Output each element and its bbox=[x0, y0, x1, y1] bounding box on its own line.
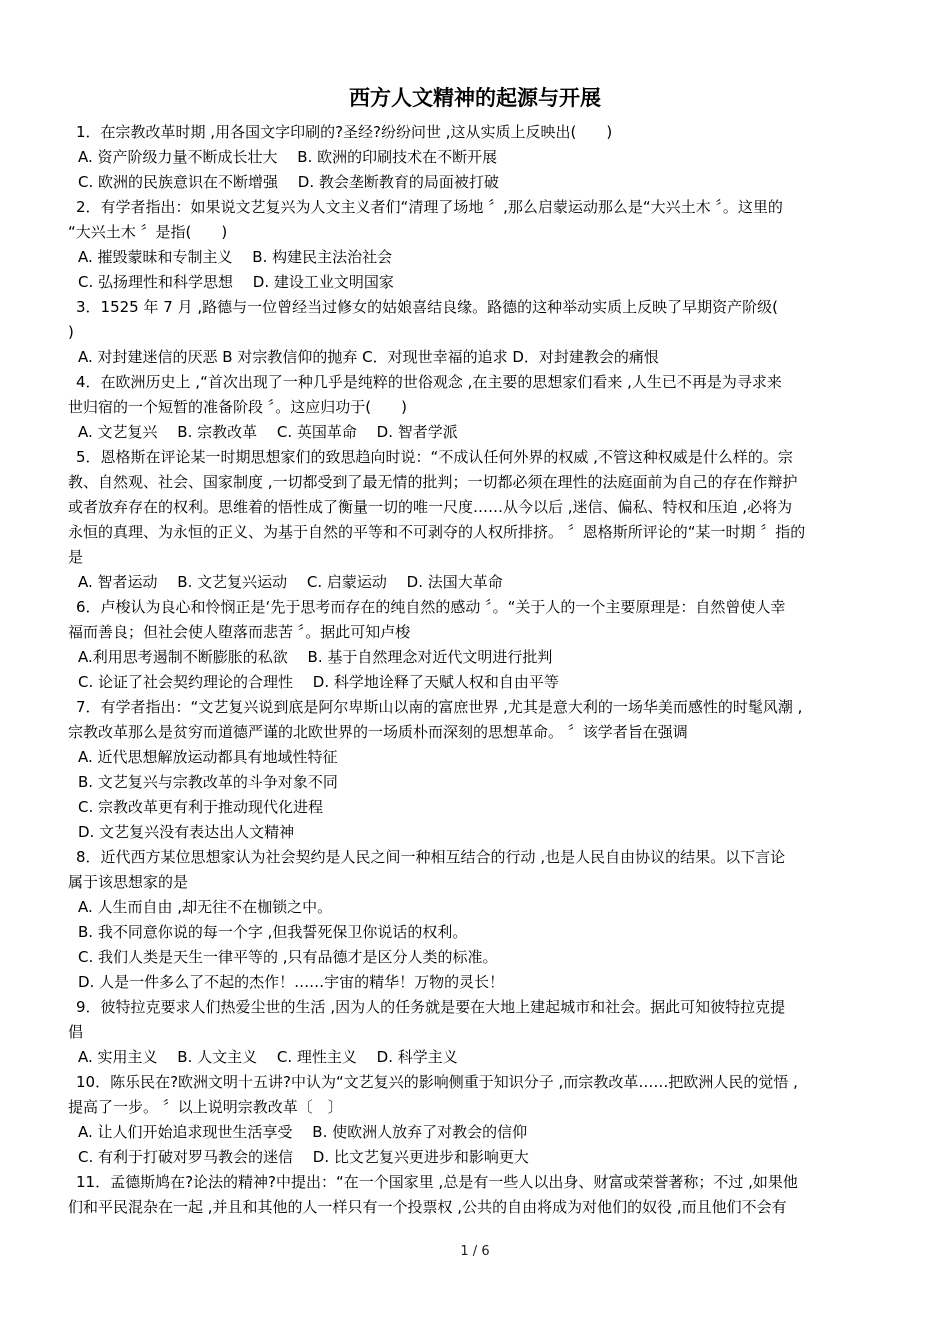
answer-options-line: D. 文艺复兴没有表达出人文精神 bbox=[78, 823, 295, 841]
text-line: 世归宿的一个短暂的准备阶段 〞。这应归功于( ) bbox=[68, 398, 407, 416]
answer-options-line: A. 资产阶级力量不断成长壮大 B. 欧洲的印刷技术在不断开展 bbox=[78, 148, 498, 166]
question-line: 8．近代西方某位思想家认为社会契约是人民之间一种相互结合的行动 ,也是人民自由协议的结果。以下言论 bbox=[76, 848, 786, 866]
answer-options-line: C. 宗教改革更有利于推动现代化进程 bbox=[78, 798, 324, 816]
question-line: 11．孟德斯鸠在?论法的精神?中提出：“在一个国家里 ,总是有一些人以出身、财富或荣誉著称；不过 ,如果他 bbox=[76, 1173, 798, 1191]
text-line: 是 bbox=[68, 548, 84, 566]
page-number: 1 / 6 bbox=[460, 1244, 490, 1259]
answer-options-line: A. 文艺复兴 B. 宗教改革 C. 英国革命 D. 智者学派 bbox=[78, 423, 458, 441]
question-line: 5．恩格斯在评论某一时期思想家们的致思趋向时说：“不成认任何外界的权威 ,不管这种权威是什么样的。宗 bbox=[76, 448, 793, 466]
answer-options-line: C. 有利于打破对罗马教会的迷信 D. 比文艺复兴更进步和影响更大 bbox=[78, 1148, 529, 1166]
answer-options-line: A. 对封建迷信的厌恶 B 对宗教信仰的抛弃 C．对现世幸福的追求 D．对封建教会的痛恨 bbox=[78, 348, 659, 366]
question-line: 7．有学者指出：“文艺复兴说到底是阿尔卑斯山以南的富庶世界 ,尤其是意大利的一场华美而感性的时髦风潮 , bbox=[76, 698, 803, 716]
answer-options-line: A. 让人们开始追求现世生活享受 B. 使欧洲人放弃了对教会的信仰 bbox=[78, 1123, 528, 1141]
text-line: “大兴土木 〞是指( ) bbox=[68, 223, 228, 241]
answer-options-line: A. 人生而自由 ,却无往不在枷锁之中。 bbox=[78, 898, 333, 916]
answer-options-line: C. 弘扬理性和科学思想 D. 建设工业文明国家 bbox=[78, 273, 394, 291]
text-line: 提高了一步。 〞以上说明宗教改革〔 〕 bbox=[68, 1098, 343, 1116]
document-body bbox=[68, 120, 884, 1220]
text-line: 或者放弃存在的权利。思维着的悟性成了衡量一切的唯一尺度……从今以后 ,迷信、偏私、特权和压迫 ,必将为 bbox=[68, 498, 793, 516]
question-line: 9．彼特拉克要求人们热爱尘世的生活 ,因为人的任务就是要在大地上建起城市和社会。据此可知彼特拉克提 bbox=[76, 998, 786, 1016]
question-line: 2．有学者指出：如果说文艺复兴为人文主义者们“清理了场地 〞,那么启蒙运动那么是“大兴土木 〞。这里的 bbox=[76, 198, 783, 216]
answer-options-line: C. 欧洲的民族意识在不断增强 D. 教会垄断教育的局面被打破 bbox=[78, 173, 499, 191]
answer-options-line: B. 我不同意你说的每一个字 ,但我誓死保卫你说话的权利。 bbox=[78, 923, 468, 941]
text-line: 宗教改革那么是贫穷而道德严谨的北欧世界的一场质朴而深刻的思想革命。 〞该学者旨在强调 bbox=[68, 723, 688, 741]
answer-options-line: A. 智者运动 B. 文艺复兴运动 C. 启蒙运动 D. 法国大革命 bbox=[78, 573, 503, 591]
text-line: 永恒的真理、为永恒的正义、为基于自然的平等和不可剥夺的人权所排挤。 〞恩格斯所评论的“某一时期 〞指的 bbox=[68, 523, 806, 541]
answer-options-line: A. 摧毁蒙昧和专制主义 B. 构建民主法治社会 bbox=[78, 248, 393, 266]
question-line: 6．卢梭认为良心和怜悯正是‘先于思考而存在的纯自然的感动 〞。“关于人的一个主要原理是：自然曾使人幸 bbox=[76, 598, 786, 616]
text-line: 教、自然观、社会、国家制度 ,一切都受到了最无情的批判；一切都必须在理性的法庭面前为自己的存在作辩护 bbox=[68, 473, 798, 491]
text-line: 倡 bbox=[68, 1023, 84, 1041]
question-line: 10．陈乐民在?欧洲文明十五讲?中认为“文艺复兴的影响侧重于知识分子 ,而宗教改革……把欧洲人民的觉悟 , bbox=[76, 1073, 798, 1091]
text-line: 属于该思想家的是 bbox=[68, 873, 189, 891]
text-line: 福而善良；但社会使人堕落而悲苦 〞。据此可知卢梭 bbox=[68, 623, 411, 641]
text-line: 们和平民混杂在一起 ,并且和其他的人一样只有一个投票权 ,公共的自由将成为对他们的奴役 ,而且他们不会有 bbox=[68, 1198, 787, 1216]
answer-options-line: A. 近代思想解放运动都具有地域性特征 bbox=[78, 748, 338, 766]
question-line: 1．在宗教改革时期 ,用各国文字印刷的?圣经?纷纷问世 ,这从实质上反映出( ) bbox=[76, 123, 613, 141]
answer-options-line: C. 我们人类是天生一律平等的 ,只有品德才是区分人类的标准。 bbox=[78, 948, 498, 966]
question-line: 3．1525 年 7 月 ,路德与一位曾经当过修女的姑娘喜结良缘。路德的这种举动实质上反映了早期资产阶级( bbox=[76, 298, 778, 316]
document-title: 西方人文精神的起源与开展 bbox=[349, 86, 601, 110]
answer-options-line: C. 论证了社会契约理论的合理性 D. 科学地诠释了天赋人权和自由平等 bbox=[78, 673, 559, 691]
answer-options-line: A.利用思考遏制不断膨胀的私欲 B. 基于自然理念对近代文明进行批判 bbox=[78, 648, 553, 666]
answer-options-line: A. 实用主义 B. 人文主义 C. 理性主义 D. 科学主义 bbox=[78, 1048, 458, 1066]
answer-options-line: B. 文艺复兴与宗教改革的斗争对象不同 bbox=[78, 773, 338, 791]
text-line: ) bbox=[68, 323, 74, 341]
answer-options-line: D. 人是一件多么了不起的杰作！……宇宙的精华！万物的灵长！ bbox=[78, 973, 505, 991]
question-line: 4．在欧洲历史上 ,“首次出现了一种几乎是纯粹的世俗观念 ,在主要的思想家们看来 ,人生已不再是为寻求来 bbox=[76, 373, 782, 391]
